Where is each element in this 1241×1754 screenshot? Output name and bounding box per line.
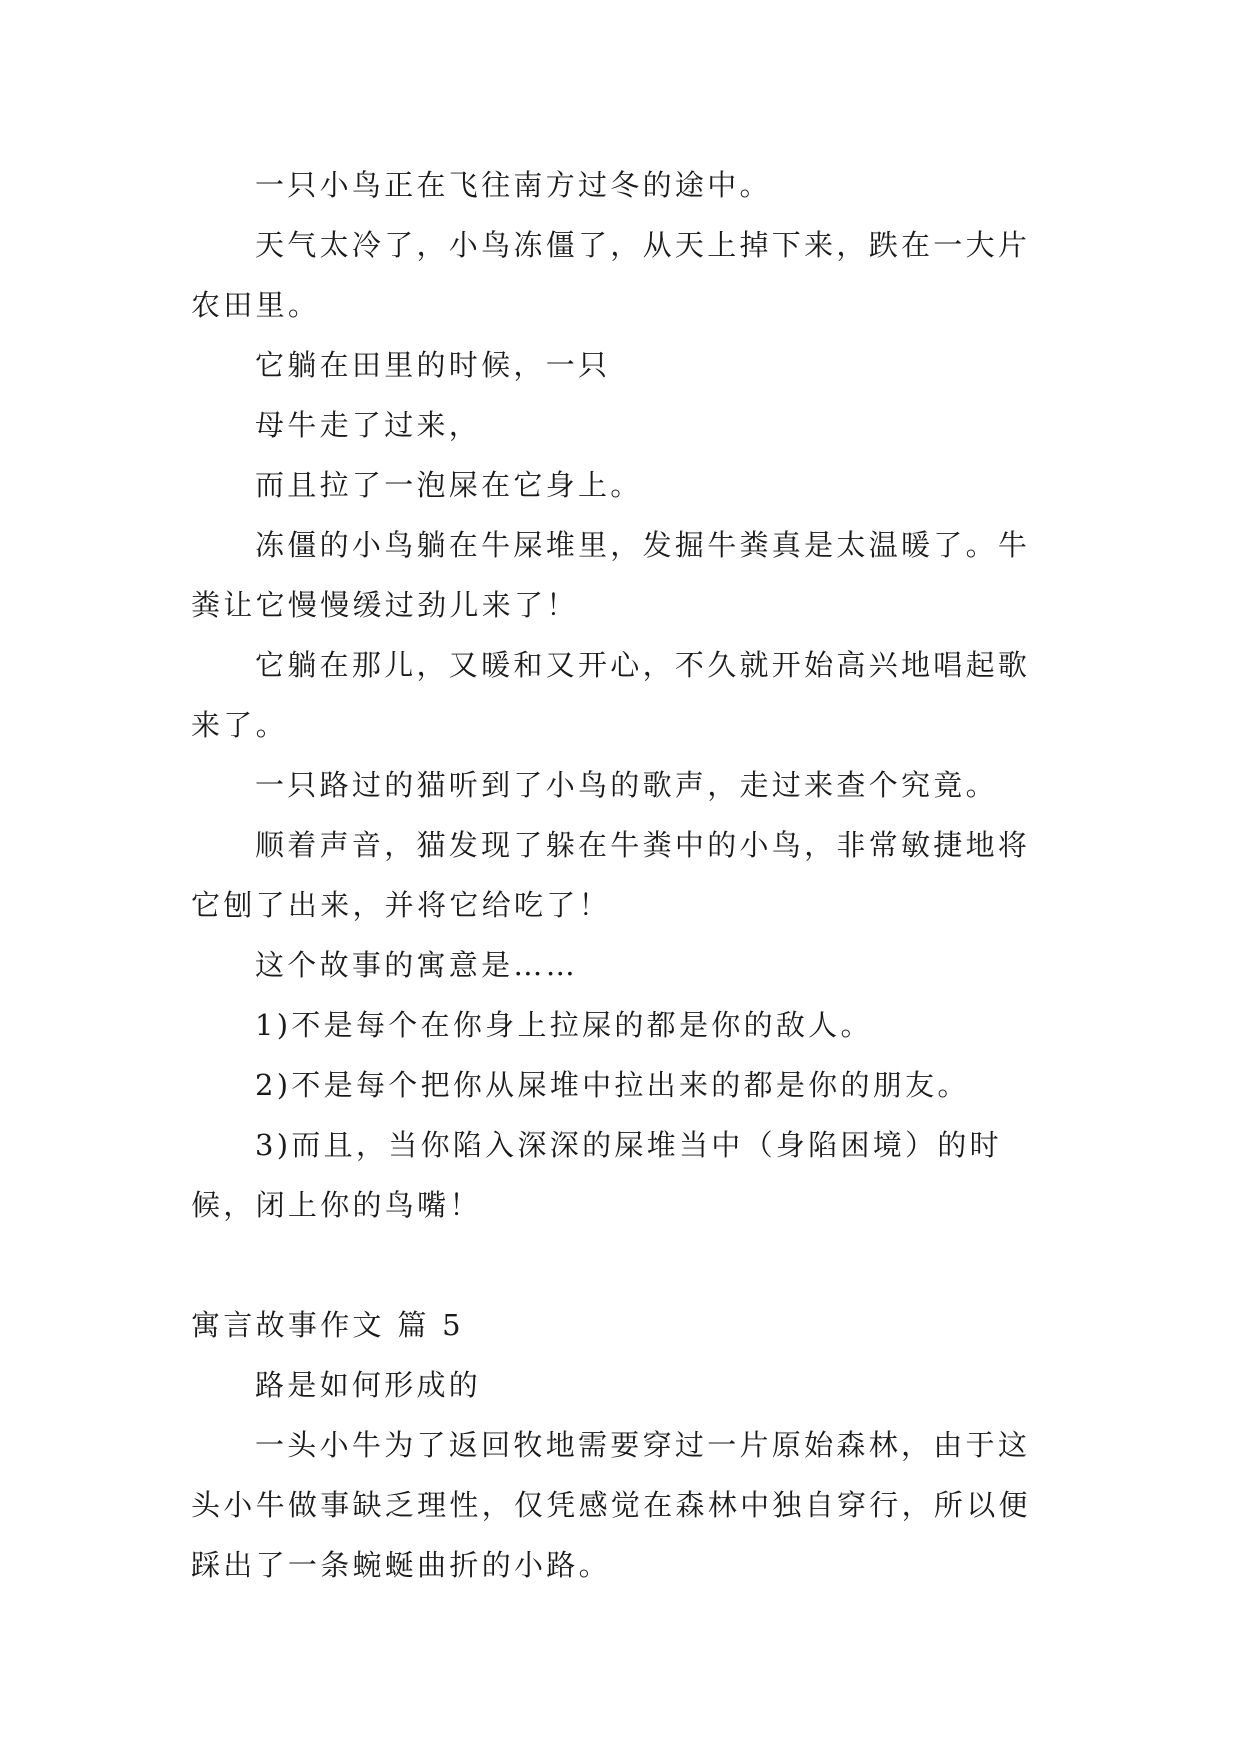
- moral-item: 3)而且，当你陷入深深的屎堆当中（身陷困境）的时候，闭上你的鸟嘴！: [191, 1128, 1002, 1222]
- paragraph: 冻僵的小鸟躺在牛屎堆里，发掘牛粪真是太温暖了。牛粪让它慢慢缓过劲儿来了！: [191, 528, 1031, 622]
- section-heading: 寓言故事作文 篇 5: [191, 1308, 464, 1342]
- paragraph: 一只小鸟正在飞往南方过冬的途中。: [255, 168, 772, 202]
- moral-item: 1)不是每个在你身上拉屎的都是你的敌人。: [255, 1008, 873, 1042]
- moral-item: 2)不是每个把你从屎堆中拉出来的都是你的朋友。: [255, 1068, 970, 1102]
- paragraph: 它躺在那儿，又暖和又开心，不久就开始高兴地唱起歌来了。: [191, 648, 1031, 742]
- section-spacer: [191, 1235, 1051, 1295]
- story-title: 路是如何形成的: [255, 1368, 482, 1402]
- paragraph: 它躺在田里的时候，一只: [255, 348, 611, 382]
- paragraph: 一头小牛为了返回牧地需要穿过一片原始森林，由于这头小牛做事缺乏理性，仅凭感觉在森林中独自穿行，所以便踩出了一条蜿蜒曲折的小路。: [191, 1428, 1031, 1582]
- paragraph: 而且拉了一泡屎在它身上。: [255, 468, 643, 502]
- paragraph: 天气太冷了，小鸟冻僵了，从天上掉下来，跌在一大片农田里。: [191, 228, 1031, 322]
- paragraph: 顺着声音，猫发现了躲在牛粪中的小鸟，非常敏捷地将它刨了出来，并将它给吃了！: [191, 828, 1031, 922]
- paragraph: 这个故事的寓意是……: [255, 948, 579, 982]
- paragraph: 一只路过的猫听到了小鸟的歌声，走过来查个究竟。: [255, 768, 998, 802]
- paragraph: 母牛走了过来，: [255, 408, 482, 442]
- document-page: [191, 155, 1051, 1595]
